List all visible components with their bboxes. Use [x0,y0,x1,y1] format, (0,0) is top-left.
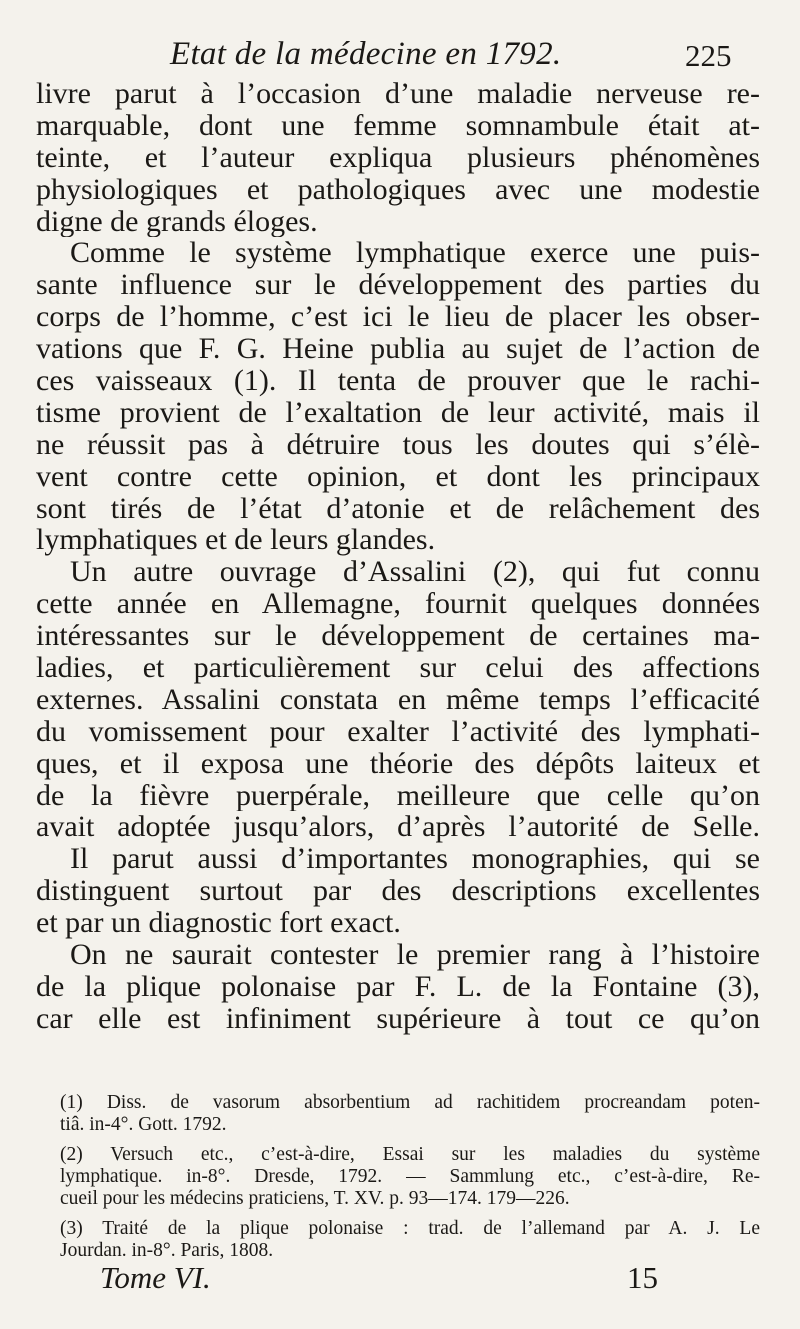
footnote-line: (1) Diss. de vasorum absorbentium ad rachitidem procreandam poten- [60,1092,760,1113]
signature-line [0,1260,800,1300]
body-line: avait adoptée jusqu’alors, d’après l’autorité de Selle. [36,811,760,844]
body-line: Un autre ouvrage d’Assalini (2), qui fut connu [70,556,760,589]
volume-label: Tome VI. [100,1260,211,1295]
body-text [36,78,760,1035]
body-line: vations que F. G. Heine publia au sujet de l’action de [36,333,760,366]
body-line: ces vaisseaux (1). Il tenta de prouver que le rachi- [36,365,760,397]
running-head [0,30,800,78]
footnote-line: lymphatique. in-8°. Dresde, 1792. — Sammlung etc., c’est-à-dire, Re- [60,1166,760,1187]
running-head-title: Etat de la médecine en 1792. [170,36,562,72]
body-line: externes. Assalini constata en même temps l’efficacité [36,683,760,716]
page-number: 225 [685,38,732,73]
body-line: et par un diagnostic fort exact. [36,907,401,940]
body-line: car elle est infiniment supérieure à tout ce qu’on [36,1002,760,1035]
body-line: sont tirés de l’état d’atonie et de relâchement des [36,492,760,525]
body-line: vent contre cette opinion, et dont les principaux [36,460,760,493]
body-line: lymphatiques et de leurs glandes. [36,524,436,557]
footnote-line: cueil pour les médecins praticiens, T. XV. p. 93—174. 179—226. [60,1188,570,1209]
footnotes [60,1092,760,1262]
body-line: Comme le système lymphatique exerce une puis- [70,237,760,270]
body-line: corps de l’homme, c’est ici le lieu de placer les obser- [36,301,760,334]
body-line: cette année en Allemagne, fournit quelques données [36,588,760,621]
body-line: intéressantes sur le développement de certaines ma- [36,620,760,653]
signature-mark: 15 [627,1260,658,1295]
body-line: tisme provient de l’exaltation de leur activité, mais il [36,396,760,429]
body-line: physiologiques et pathologiques avec une modestie [36,173,760,206]
body-line: marquable, dont une femme somnambule était at- [36,109,760,142]
footnote-line: tiâ. in-4°. Gott. 1792. [60,1114,227,1135]
body-line: ladies, et particulièrement sur celui des affections [36,652,760,684]
footnote-line: Jourdan. in-8°. Paris, 1808. [60,1240,274,1261]
body-line: digne de grands éloges. [36,205,318,238]
footnote-line: (3) Traité de la plique polonaise : trad. de l’allemand par A. J. Le [60,1218,760,1239]
body-line: Il parut aussi d’importantes monographies, qui se [70,843,760,876]
body-line: ne réussit pas à détruire tous les doutes qui s’élè- [36,428,760,461]
body-line: sante influence sur le développement des parties du [36,269,760,302]
body-line: de la plique polonaise par F. L. de la Fontaine (3), [36,970,760,1003]
body-line: On ne saurait contester le premier rang à l’histoire [70,939,760,971]
footnote-line: (2) Versuch etc., c’est-à-dire, Essai sur les maladies du système [60,1144,760,1165]
body-line: ques, et il exposa une théorie des dépôts laiteux et [36,747,760,780]
body-line: du vomissement pour exalter l’activité des lymphati- [36,715,760,748]
body-line: de la fièvre puerpérale, meilleure que celle qu’on [36,779,760,812]
body-line: teinte, et l’auteur expliqua plusieurs phénomènes [36,141,760,174]
body-line: livre parut à l’occasion d’une maladie nerveuse re- [36,78,760,110]
body-line: distinguent surtout par des descriptions excellentes [36,875,760,908]
